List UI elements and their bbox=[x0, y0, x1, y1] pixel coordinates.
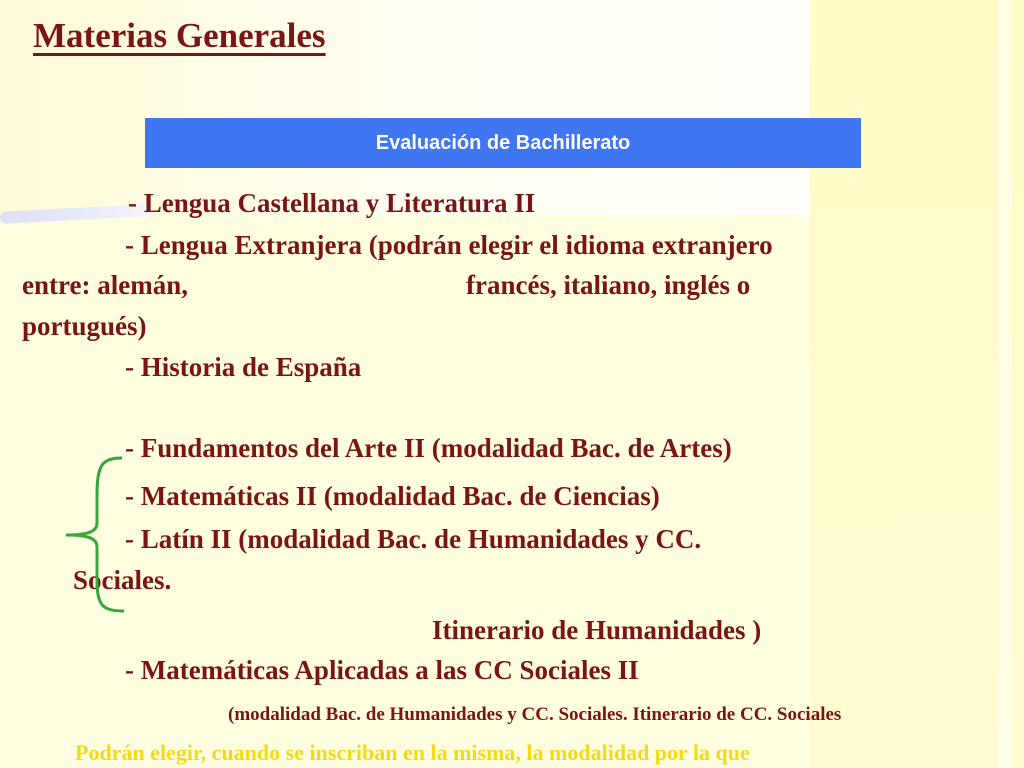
page-title: Materias Generales bbox=[33, 16, 326, 55]
subject-note: (modalidad Bac. de Humanidades y CC. Sociales. Itinerario de CC. Sociales bbox=[228, 704, 842, 725]
subject-line: - Latín II (modalidad Bac. de Humanidades y CC. bbox=[125, 524, 702, 554]
subject-line: Itinerario de Humanidades ) bbox=[432, 615, 762, 645]
subject-line: Sociales. bbox=[73, 565, 172, 595]
subject-line: entre: alemán, bbox=[22, 270, 188, 300]
section-banner: Evaluación de Bachillerato bbox=[145, 118, 861, 168]
subject-line: - Matemáticas Aplicadas a las CC Sociales II bbox=[125, 655, 639, 685]
subject-line: - Matemáticas II (modalidad Bac. de Ciencias) bbox=[125, 481, 660, 511]
subject-line: francés, italiano, inglés o bbox=[466, 270, 751, 300]
background-right-panel bbox=[810, 0, 1024, 768]
subject-line: portugués) bbox=[22, 311, 147, 341]
brace-icon bbox=[62, 455, 132, 615]
subject-line: - Lengua Extranjera (podrán elegir el idioma extranjero bbox=[125, 230, 773, 260]
subject-line: - Historia de España bbox=[125, 352, 362, 382]
background-stripe bbox=[998, 0, 1012, 768]
footer-note: Podrán elegir, cuando se inscriban en la misma, la modalidad por la que bbox=[75, 740, 750, 765]
subject-line: - Fundamentos del Arte II (modalidad Bac. de Artes) bbox=[125, 433, 732, 463]
subject-line: - Lengua Castellana y Literatura II bbox=[128, 188, 536, 218]
